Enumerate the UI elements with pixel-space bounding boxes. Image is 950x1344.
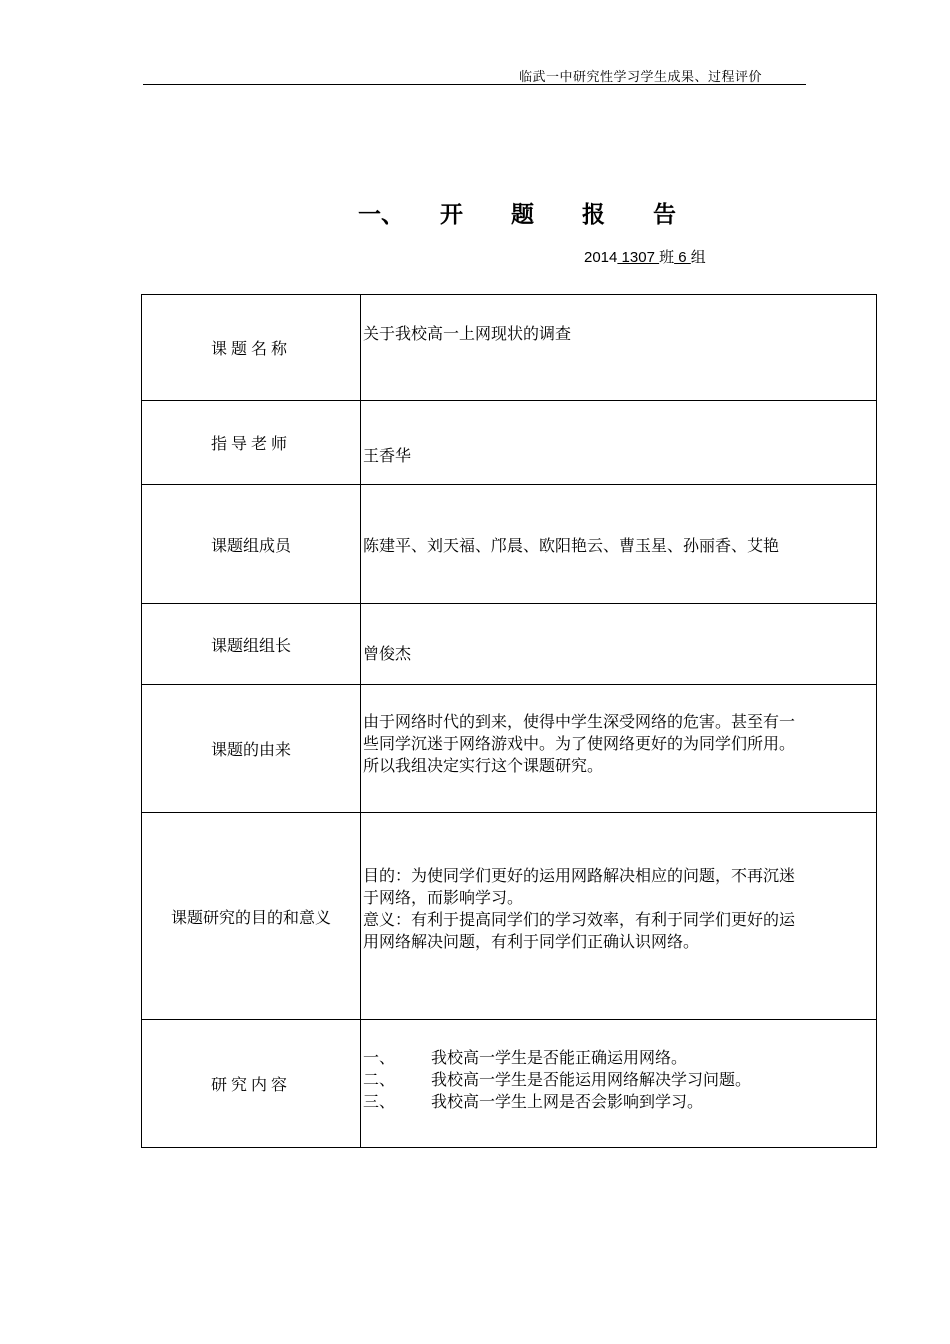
origin-value <box>363 685 874 777</box>
members-label: 课题组成员 <box>142 485 361 604</box>
table-row <box>142 485 877 604</box>
list-text: 我校高一学生是否能运用网络解决学习问题。 <box>431 1070 752 1089</box>
teacher-label: 指导老师 <box>142 401 361 485</box>
purpose-line: 于网络，而影响学习。 <box>363 888 524 907</box>
topic-value: 关于我校高一上网现状的调查 <box>363 324 572 343</box>
origin-label: 课题的由来 <box>142 685 361 813</box>
year: 2014 <box>584 249 618 266</box>
content-cell <box>361 1020 877 1148</box>
topic-label: 课题名称 <box>142 295 361 401</box>
title-number: 一、 <box>358 202 404 228</box>
teacher-cell <box>361 401 877 485</box>
table-row <box>142 813 877 1020</box>
table-row <box>142 1020 877 1148</box>
class-group-line <box>584 246 706 267</box>
purpose-line: 目的：为使同学们更好的运用网路解决相应的问题，不再沉迷 <box>363 866 796 885</box>
proposal-table <box>141 294 877 1148</box>
list-marker: 三、 <box>363 1092 396 1111</box>
title-text: 开 题 报 告 <box>440 202 697 228</box>
list-text: 我校高一学生是否能正确运用网络。 <box>431 1048 688 1067</box>
group-word: 组 <box>690 249 706 266</box>
table-row <box>142 401 877 485</box>
list-text: 我校高一学生上网是否会影响到学习。 <box>431 1092 704 1111</box>
leader-cell <box>361 604 877 685</box>
origin-line: 些同学沉迷于网络游戏中。为了使网络更好的为同学们所用。 <box>363 734 796 753</box>
members-value: 陈建平、刘天福、邝晨、欧阳艳云、曹玉星、孙丽香、艾艳 <box>363 536 780 555</box>
purpose-label: 课题研究的目的和意义 <box>142 813 361 1020</box>
origin-line: 由于网络时代的到来，使得中学生深受网络的危害。甚至有一 <box>363 712 796 731</box>
topic-cell <box>361 295 877 401</box>
list-item <box>363 1091 874 1113</box>
list-marker: 一、 <box>363 1048 396 1067</box>
origin-line: 所以我组决定实行这个课题研究。 <box>363 756 604 775</box>
origin-cell <box>361 685 877 813</box>
purpose-cell <box>361 813 877 1020</box>
list-marker: 二、 <box>363 1070 396 1089</box>
teacher-value: 王香华 <box>363 446 412 465</box>
purpose-value <box>363 813 874 953</box>
table-row <box>142 604 877 685</box>
purpose-line: 意义：有利于提高同学们的学习效率，有利于同学们更好的运 <box>363 910 796 929</box>
group-number: 6 <box>674 249 691 266</box>
content-list <box>363 1020 874 1113</box>
class-number: 1307 <box>617 249 660 266</box>
class-word: 班 <box>659 249 675 266</box>
list-item <box>363 1069 874 1091</box>
list-item <box>363 1047 874 1069</box>
header-rule <box>143 84 806 85</box>
table-row <box>142 685 877 813</box>
purpose-line: 用网络解决问题，有利于同学们正确认识网络。 <box>363 932 700 951</box>
page-header: 临武一中研究性学习学生成果、过程评价 <box>519 70 763 85</box>
leader-value: 曾俊杰 <box>363 644 412 663</box>
leader-label: 课题组组长 <box>142 604 361 685</box>
content-label: 研究内容 <box>142 1020 361 1148</box>
members-cell <box>361 485 877 604</box>
document-title <box>358 196 696 229</box>
table-row <box>142 295 877 401</box>
